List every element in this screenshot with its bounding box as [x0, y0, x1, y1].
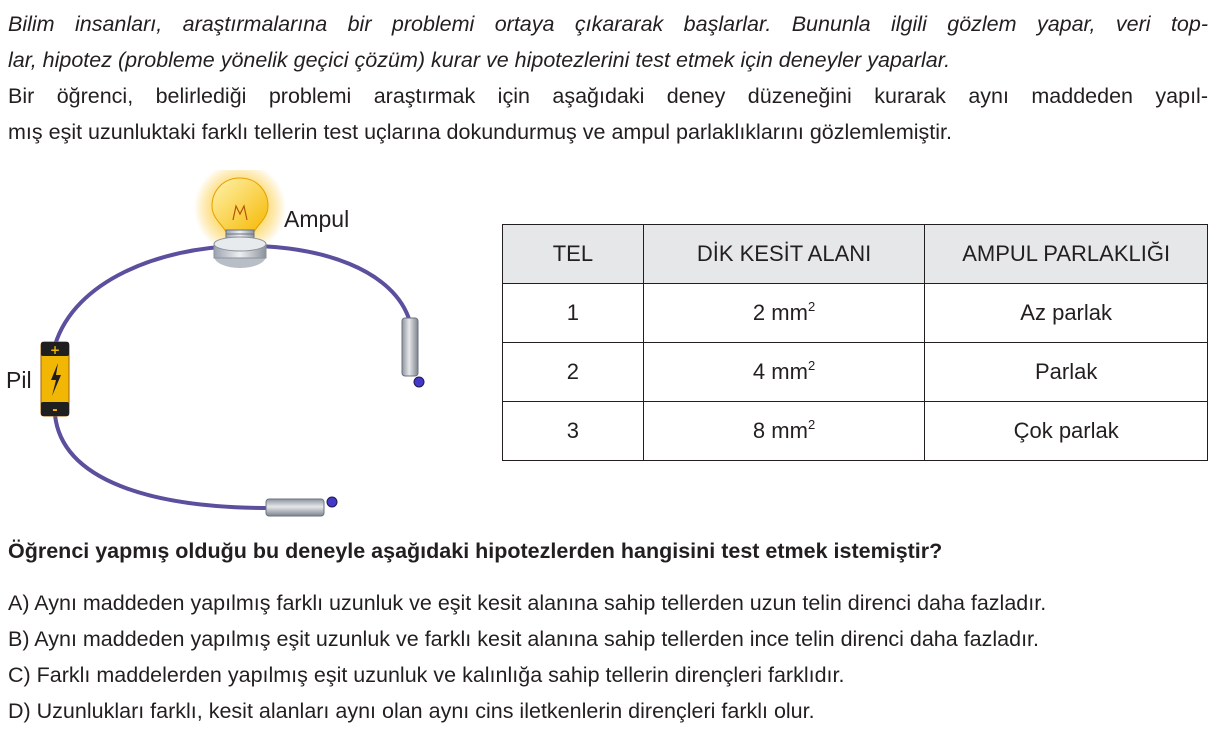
cell-brightness: Çok parlak: [925, 402, 1208, 461]
cell-tel: 3: [503, 402, 644, 461]
cell-area: [643, 402, 925, 461]
description-paragraph: [8, 78, 1208, 150]
area-exponent: 2: [807, 299, 816, 314]
intro-line-1: Bilim insanları, araştırmalarına bir problemi ortaya çıkararak başlarlar. Bununla ilgili gözlem yapar, veri top-: [8, 12, 1208, 36]
description-line-2: mış eşit uzunluktaki farklı tellerin test uçlarına dokundurmuş ve ampul parlaklıklarını gözlemlemiştir.: [8, 120, 952, 144]
cell-tel: 1: [503, 284, 644, 343]
area-exponent: 2: [807, 358, 816, 373]
question-text: Öğrenci yapmış olduğu bu deneyle aşağıdaki hipotezlerden hangisini test etmek istemiştir?: [8, 539, 943, 563]
table-row: [503, 402, 1208, 461]
cell-brightness: Az parlak: [925, 284, 1208, 343]
table-row: [503, 343, 1208, 402]
cell-area: [643, 343, 925, 402]
option-b[interactable]: B) Aynı maddeden yapılmış eşit uzunluk ve farklı kesit alanına sahip tellerden ince telin direnci daha fazladır.: [8, 627, 1039, 651]
probe-right-icon: [402, 318, 424, 387]
circuit-illustration: [0, 170, 470, 530]
option-d[interactable]: D) Uzunlukları farklı, kesit alanları aynı olan aynı cins iletkenlerin dirençleri farklı olur.: [8, 699, 815, 723]
intro-paragraph: [8, 6, 1208, 78]
circuit-diagram: [0, 170, 470, 530]
area-value: 4: [752, 359, 766, 384]
area-unit: mm: [771, 359, 808, 384]
battery-minus-sign: -: [52, 403, 58, 418]
battery-plus-sign: +: [49, 343, 61, 357]
header-cross-section: DİK KESİT ALANI: [643, 225, 925, 284]
wire-bottom: [55, 415, 270, 508]
area-unit: mm: [771, 300, 808, 325]
results-table: [502, 224, 1208, 461]
table-row: [503, 284, 1208, 343]
cell-area: [643, 284, 925, 343]
answer-options: [8, 585, 1046, 729]
cell-tel: 2: [503, 343, 644, 402]
description-line-1: Bir öğrenci, belirlediği problemi araştırmak için aşağıdaki deney düzeneğini kurarak aynı maddeden yapıl-: [8, 84, 1208, 108]
header-brightness: AMPUL PARLAKLIĞI: [925, 225, 1208, 284]
battery-icon: [41, 342, 69, 418]
header-tel: TEL: [503, 225, 644, 284]
area-value: 8: [752, 418, 766, 443]
bulb-label: Ampul: [284, 206, 350, 232]
area-value: 2: [752, 300, 766, 325]
light-bulb-icon: [194, 170, 286, 268]
area-exponent: 2: [807, 417, 816, 432]
cell-brightness: Parlak: [925, 343, 1208, 402]
battery-label: Pil: [6, 367, 32, 393]
intro-line-2: lar, hipotez (probleme yönelik geçici çözüm) kurar ve hipotezlerini test etmek için deneyler yaparlar.: [8, 48, 951, 72]
table-header-row: [503, 225, 1208, 284]
probe-bottom-icon: [266, 497, 337, 516]
area-unit: mm: [771, 418, 808, 443]
option-c[interactable]: C) Farklı maddelerden yapılmış eşit uzunluk ve kalınlığa sahip tellerin dirençleri farklıdır.: [8, 663, 845, 687]
option-a[interactable]: A) Aynı maddeden yapılmış farklı uzunluk ve eşit kesit alanına sahip tellerden uzun telin direnci daha fazladır.: [8, 591, 1047, 615]
